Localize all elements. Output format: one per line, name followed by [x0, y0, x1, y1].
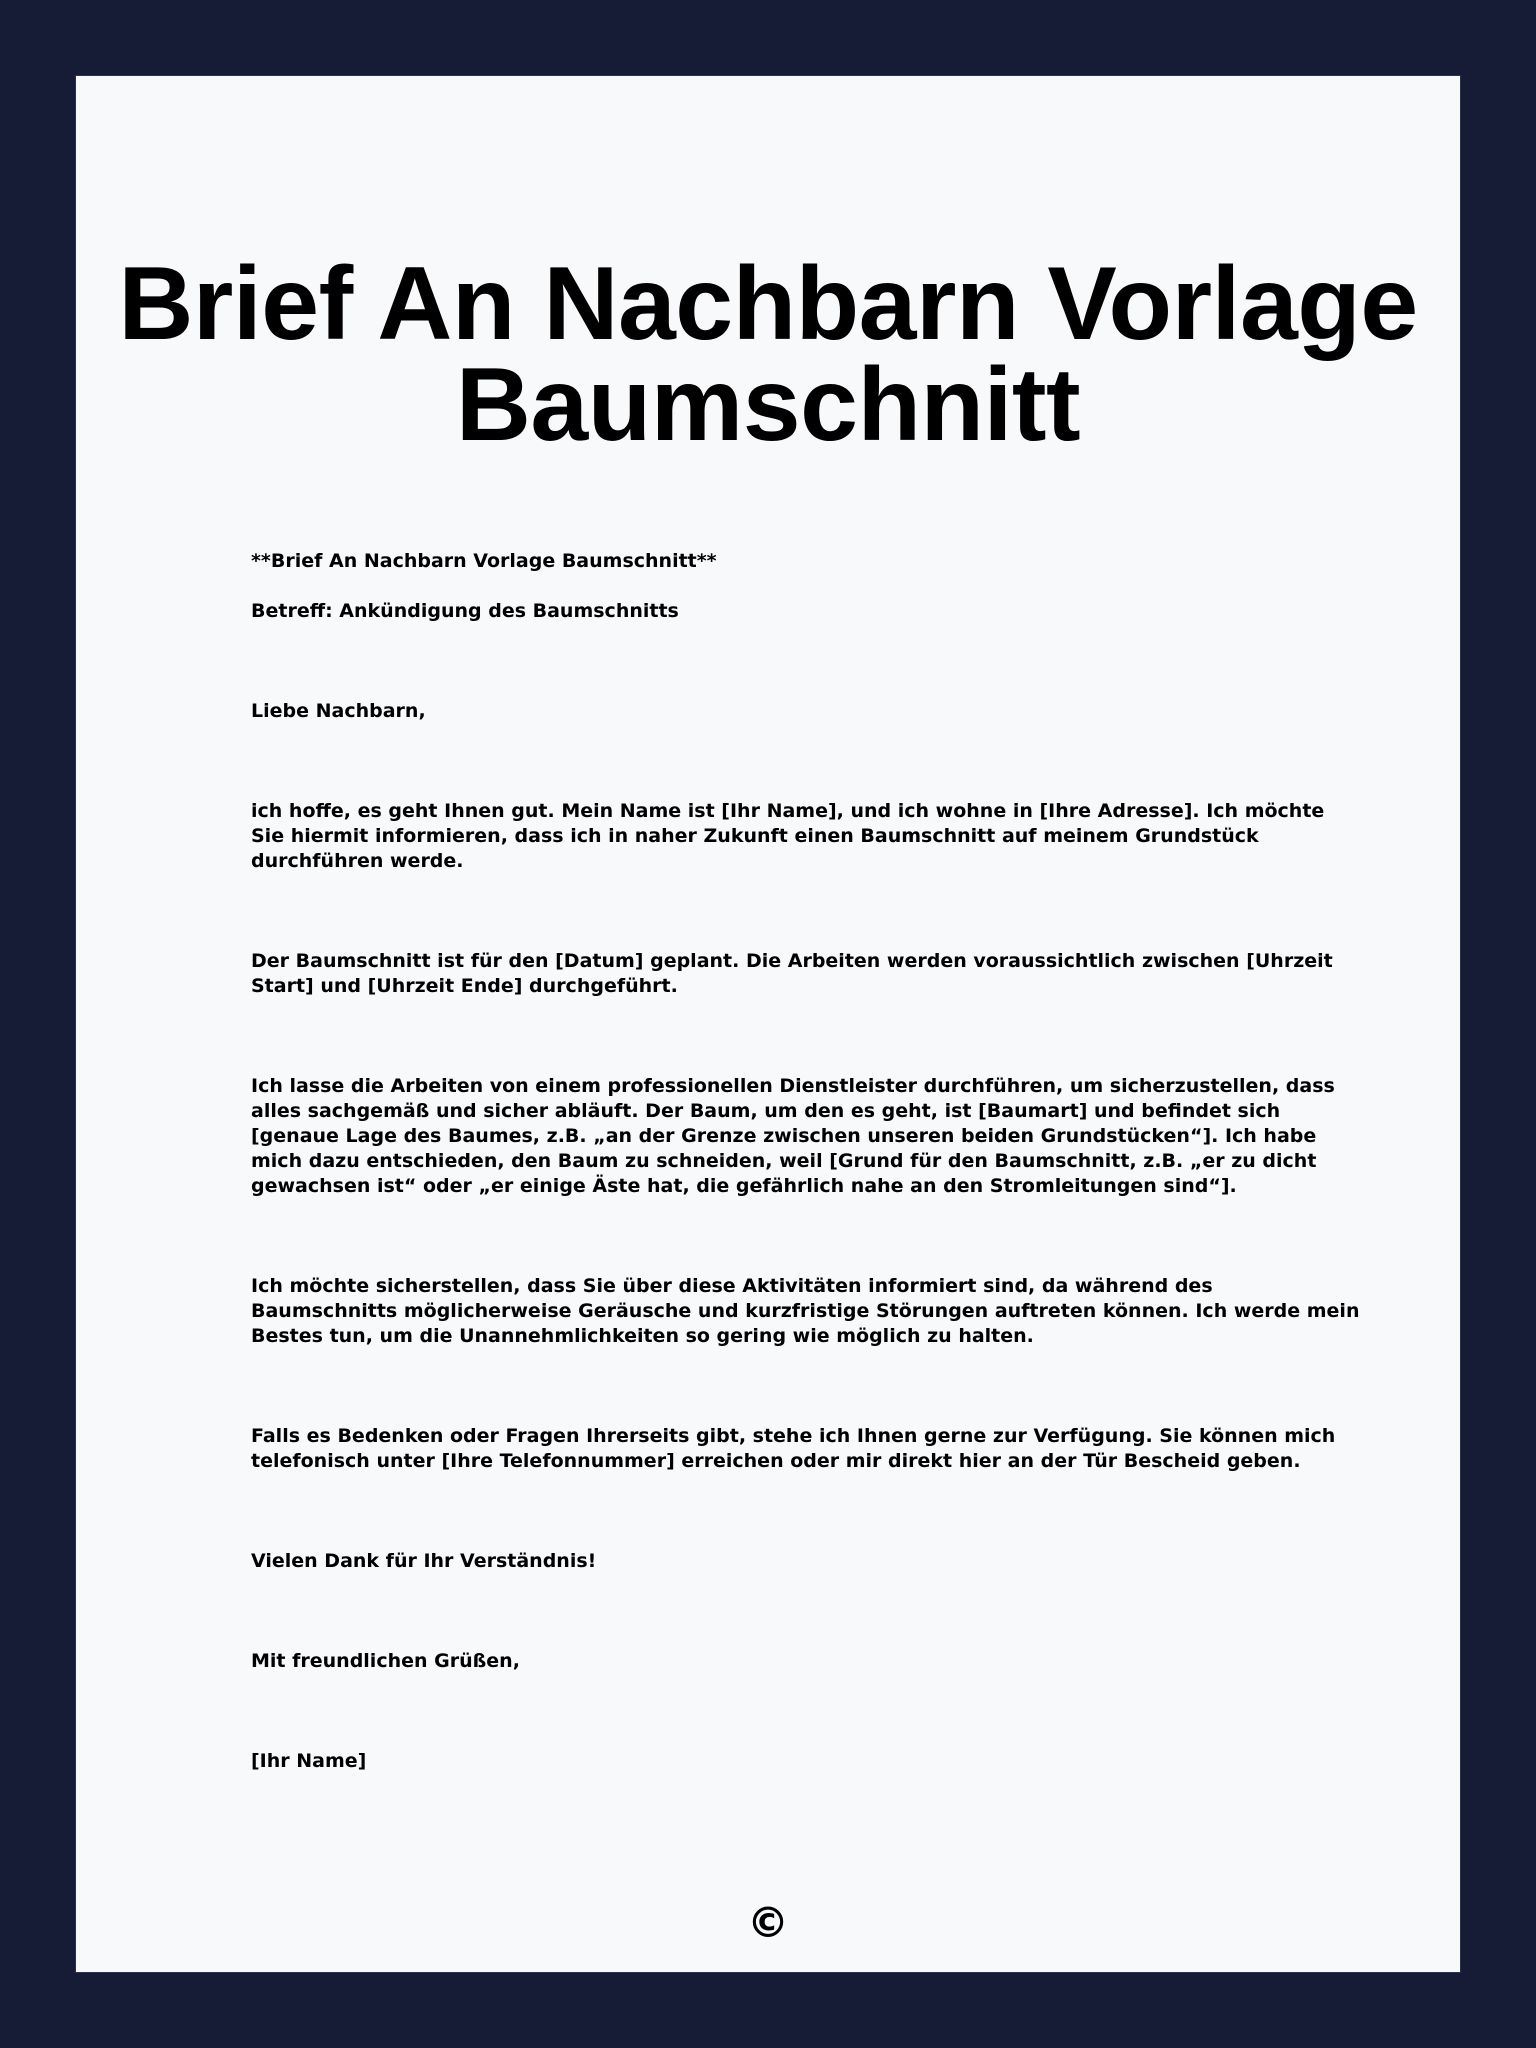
- letter-body: [251, 549, 1361, 1774]
- letter-paragraph: Falls es Bedenken oder Fragen Ihrerseits gibt, stehe ich Ihnen gerne zur Verfügung. Sie können mich telefonisch unter [Ihre Telefonnummer] erreichen oder mir direkt hier an der Tür Bescheid geben.: [251, 1425, 1336, 1472]
- letter-greeting: Liebe Nachbarn,: [251, 700, 426, 722]
- copyright-icon: ©: [747, 1898, 789, 1947]
- letter-heading: **Brief An Nachbarn Vorlage Baumschnitt**: [251, 550, 717, 572]
- letter-closing: Mit freundlichen Grüßen,: [251, 1650, 520, 1672]
- letter-thanks: Vielen Dank für Ihr Verständnis!: [251, 1550, 597, 1572]
- letter-subject: Betreff: Ankündigung des Baumschnitts: [251, 600, 679, 622]
- page-title: Brief An Nachbarn Vorlage Baumschnitt: [118, 246, 1418, 463]
- letter-paragraph: Ich möchte sicherstellen, dass Sie über diese Aktivitäten informiert sind, da während des Baumschnitts möglicherweise Geräusche und kurzfristige Störungen auftreten können. Ich werde mein Bestes tun, um die Unannehmlichkeiten so gering wie möglich zu halten.: [251, 1275, 1360, 1347]
- letter-signature: [Ihr Name]: [251, 1750, 367, 1772]
- letter-paragraph: Der Baumschnitt ist für den [Datum] geplant. Die Arbeiten werden voraussichtlich zwischen [Uhrzeit Start] und [Uhrzeit Ende] durchgeführt.: [251, 950, 1333, 997]
- document-page: [75, 75, 1461, 1973]
- letter-paragraph: Ich lasse die Arbeiten von einem professionellen Dienstleister durchführen, um sicherzustellen, dass alles sachgemäß und sicher abläuft. Der Baum, um den es geht, ist [Baumart] und befindet sich [genaue Lage des Baumes, z.B. „an der Grenze zwischen unseren beiden Grundstücken“]. Ich habe mich dazu entschieden, den Baum zu schneiden, weil [Grund für den Baumschnitt, z.B. „er zu dicht gewachsen ist“ oder „er einige Äste hat, die gefährlich nahe an den Stromleitungen sind“].: [251, 1075, 1335, 1197]
- letter-paragraph: ich hoffe, es geht Ihnen gut. Mein Name ist [Ihr Name], und ich wohne in [Ihre Adresse]. Ich möchte Sie hiermit informieren, dass ich in naher Zukunft einen Baumschnitt auf meinem Grundstück durchführen werde.: [251, 800, 1325, 872]
